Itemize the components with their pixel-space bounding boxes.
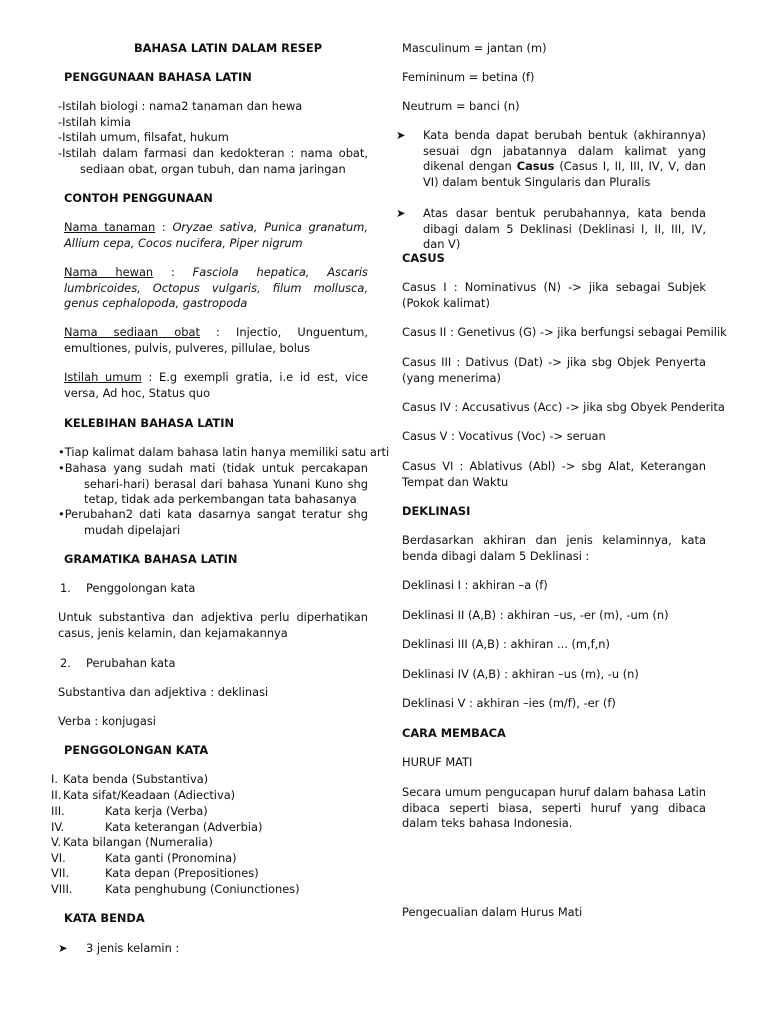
casus-item: Casus V : Vocativus (Voc) -> seruan	[402, 429, 606, 443]
gender-neutrum: Neutrum = banci (n)	[402, 99, 520, 113]
casus-item: Casus VI : Ablativus (Abl) -> sbg Alat, Keterangan Tempat dan Waktu	[402, 459, 706, 489]
arrow1-bold: Casus	[516, 159, 555, 173]
penggolongan-text: Kata penghubung (Coniunctiones)	[105, 882, 300, 896]
penggolongan-num: VII.	[51, 866, 70, 880]
pengecualian: Pengecualian dalam Hurus Mati	[402, 905, 583, 919]
list-item: -Istilah umum, filsafat, hukum	[58, 130, 229, 144]
deklinasi-item: Deklinasi V : akhiran –ies (m/f), -er (f)	[402, 696, 616, 710]
penggolongan-num: III.	[51, 804, 65, 818]
list-item: -Istilah dalam farmasi dan kedokteran : nama obat,	[58, 146, 368, 160]
casus-item: Casus I : Nominativus (N) -> jika sebagai Subjek (Pokok kalimat)	[402, 280, 706, 310]
heading-penggolongan: PENGGOLONGAN KATA	[64, 743, 209, 757]
heading-cara-membaca: CARA MEMBACA	[402, 726, 506, 740]
penggolongan-text: Kata keterangan (Adverbia)	[105, 820, 263, 834]
arrow-item-deklinasi: Atas dasar bentuk perubahannya, kata benda dibagi dalam 5 Deklinasi (Deklinasi I, II, III, IV, dan V)	[423, 206, 706, 251]
penggolongan-text: Kata benda (Substantiva)	[63, 772, 209, 786]
gram-2-text-b: Verba : konjugasi	[58, 714, 156, 728]
gender-femininum: Femininum = betina (f)	[402, 70, 535, 84]
label-hewan: Nama hewan	[64, 265, 154, 279]
text-hewan: Fasciola hepatica, Ascaris lumbricoides, Octopus vulgaris, filum mollusca, genus cephalopoda, gastropoda	[64, 265, 368, 310]
text-tanaman: Oryzae sativa, Punica granatum, Allium cepa, Cocos nucifera, Piper nigrum	[64, 220, 368, 250]
huruf-mati-text: Secara umum pengucapan huruf dalam bahasa Latin dibaca seperti biasa, seperti huruf yang dibaca dalam teks bahasa Indonesia.	[402, 785, 706, 830]
heading-contoh: CONTOH PENGGUNAAN	[64, 191, 213, 205]
arrow-bullet-icon: ➤	[396, 128, 406, 142]
huruf-mati: HURUF MATI	[402, 755, 473, 769]
penggolongan-text: Kata sifat/Keadaan (Adiectiva)	[63, 788, 236, 802]
penggolongan-num: I.	[51, 772, 58, 786]
deklinasi-item: Deklinasi II (A,B) : akhiran –us, -er (m), -um (n)	[402, 608, 669, 622]
penggolongan-num: II.	[51, 788, 62, 802]
arrow-bullet-icon: ➤	[58, 941, 68, 955]
list-item: -Istilah kimia	[58, 115, 132, 129]
gram-2-number: 2.	[60, 656, 71, 670]
penggolongan-text: Kata depan (Prepositiones)	[105, 866, 259, 880]
heading-penggunaan: PENGGUNAAN BAHASA LATIN	[64, 70, 252, 84]
contoh-hewan: Nama hewan : Fasciola hepatica, Ascaris lumbricoides, Octopus vulgaris, filum mollusca, genus cephalopoda, gastropoda	[64, 265, 368, 310]
contoh-tanaman: Nama tanaman : Oryzae sativa, Punica granatum, Allium cepa, Cocos nucifera, Piper nigrum	[64, 220, 368, 250]
label-umum: Istilah umum	[64, 370, 142, 384]
contoh-sediaan: Nama sediaan obat : Injectio, Unguentum, emultiones, pulvis, pulveres, pillulae, bolus	[64, 325, 368, 355]
casus-item: Casus IV : Accusativus (Acc) -> jika sbg Obyek Penderita	[402, 400, 725, 414]
penggolongan-text: Kata bilangan (Numeralia)	[63, 835, 213, 849]
jenis-kelamin: 3 jenis kelamin :	[86, 941, 180, 955]
arrow-item-casus	[423, 128, 706, 190]
heading-casus: CASUS	[402, 251, 445, 265]
gram-2-text-a: Substantiva dan adjektiva : deklinasi	[58, 685, 269, 699]
casus-item: Casus II : Genetivus (G) -> jika berfungsi sebagai Pemilik	[402, 325, 727, 339]
gram-2-label: Perubahan kata	[86, 656, 176, 670]
casus-item: Casus III : Dativus (Dat) -> jika sbg Objek Penyerta (yang menerima)	[402, 355, 706, 385]
deklinasi-item: Deklinasi I : akhiran –a (f)	[402, 578, 548, 592]
page-title: BAHASA LATIN DALAM RESEP	[134, 41, 323, 55]
arrow1-text-b: (Casus I, II, III, IV, V, dan VI) dalam bentuk Singularis dan Pluralis	[423, 159, 706, 189]
penggolongan-num: V.	[51, 835, 61, 849]
text-umum: E.g exempli gratia, i.e id est, vice versa, Ad hoc, Status quo	[64, 370, 369, 400]
contoh-umum: Istilah umum : E.g exempli gratia, i.e id est, vice versa, Ad hoc, Status quo	[64, 370, 369, 400]
penggolongan-text: Kata ganti (Pronomina)	[105, 851, 237, 865]
heading-deklinasi: DEKLINASI	[402, 504, 471, 518]
list-item-continued: sediaan obat, organ tubuh, dan nama jaringan	[80, 162, 346, 176]
label-tanaman: Nama tanaman	[64, 220, 156, 234]
heading-kelebihan: KELEBIHAN BAHASA LATIN	[64, 416, 234, 430]
gram-1-label: Penggolongan kata	[86, 581, 196, 595]
penggolongan-num: VIII.	[51, 882, 73, 896]
gender-masculinum: Masculinum = jantan (m)	[402, 41, 547, 55]
label-sediaan: Nama sediaan obat	[64, 325, 200, 339]
heading-gramatika: GRAMATIKA BAHASA LATIN	[64, 552, 238, 566]
arrow1-text-a: Kata benda dapat berubah bentuk (akhirannya) sesuai dgn jabatannya dalam kalimat yang dikenal dengan	[423, 128, 706, 173]
text-sediaan: Injectio, Unguentum, emultiones, pulvis, pulveres, pillulae, bolus	[64, 325, 368, 355]
gram-1-text: Untuk substantiva dan adjektiva perlu diperhatikan casus, jenis kelamin, dan kejamakannya	[58, 610, 368, 640]
list-item: -Istilah biologi : nama2 tanaman dan hewa	[58, 99, 303, 113]
list-item: •Tiap kalimat dalam bahasa latin hanya memiliki satu arti	[58, 445, 390, 459]
list-item: •Perubahan2 dati kata dasarnya sangat teratur shg mudah dipelajari	[58, 507, 368, 537]
deklinasi-item: Deklinasi III (A,B) : akhiran ... (m,f,n)	[402, 637, 610, 651]
deklinasi-intro: Berdasarkan akhiran dan jenis kelaminnya, kata benda dibagi dalam 5 Deklinasi :	[402, 533, 706, 563]
arrow-bullet-icon: ➤	[396, 206, 406, 220]
heading-katabenda: KATA BENDA	[64, 911, 145, 925]
penggolongan-text: Kata kerja (Verba)	[105, 804, 208, 818]
gram-1-number: 1.	[60, 581, 71, 595]
penggolongan-num: IV.	[51, 820, 65, 834]
list-item: •Bahasa yang sudah mati (tidak untuk percakapan sehari-hari) berasal dari bahasa Yunani Kuno shg tetap, tidak ada perkembangan tata bahasanya	[58, 461, 368, 506]
penggolongan-num: VI.	[51, 851, 66, 865]
deklinasi-item: Deklinasi IV (A,B) : akhiran –us (m), -u (n)	[402, 667, 639, 681]
